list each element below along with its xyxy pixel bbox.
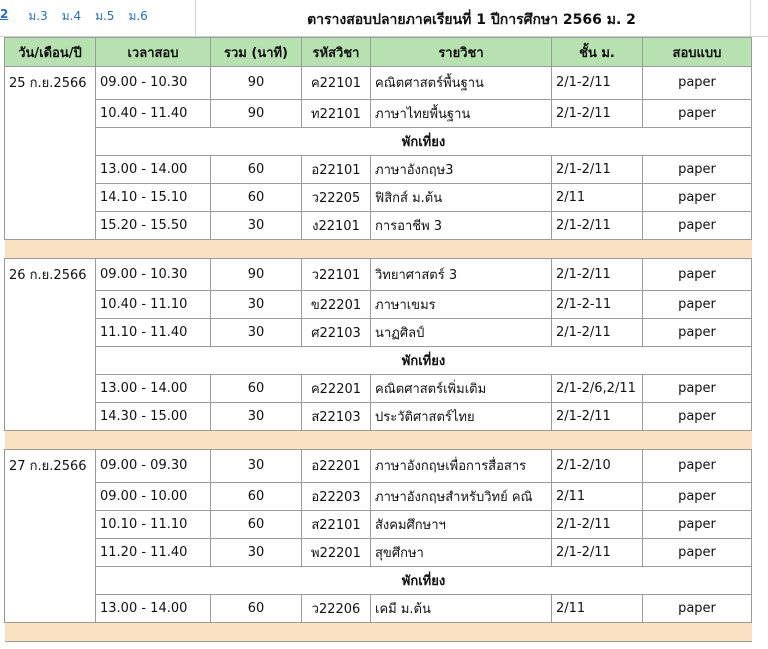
cell-class[interactable]: 2/1-2/11 [552, 258, 643, 291]
cell-code[interactable]: ง22101 [302, 211, 371, 239]
cell-minutes[interactable]: 90 [211, 67, 302, 100]
lunch-row [5, 347, 752, 375]
cell-minutes[interactable]: 90 [211, 258, 302, 291]
cell-time[interactable]: 09.00 - 10.00 [96, 482, 211, 510]
cell-subject[interactable]: เคมี ม.ต้น [371, 594, 552, 622]
page-title: ตารางสอบปลายภาคเรียนที่ 1 ปีการศึกษา 2566 ม. 2 [307, 12, 636, 28]
header-date: วัน/เดือน/ปี [5, 38, 96, 67]
cell-type[interactable]: paper [643, 99, 752, 127]
cell-date-empty[interactable] [5, 403, 96, 431]
cell-code[interactable]: ค22101 [302, 67, 371, 100]
cell-code[interactable]: อ22101 [302, 155, 371, 183]
cell-date-empty[interactable] [5, 155, 96, 183]
cell-type[interactable]: paper [643, 155, 752, 183]
cell-type[interactable]: paper [643, 319, 752, 347]
table-row [5, 538, 752, 566]
schedule-body [5, 67, 752, 642]
cell-time[interactable]: 13.00 - 14.00 [96, 594, 211, 622]
cell-type[interactable]: paper [643, 183, 752, 211]
cell-time[interactable]: 09.00 - 10.30 [96, 258, 211, 291]
cell-date-empty[interactable] [5, 347, 96, 375]
cell-time[interactable]: 14.30 - 15.00 [96, 403, 211, 431]
cell-class[interactable]: 2/1-2/11 [552, 211, 643, 239]
cell-date[interactable]: 26 ก.ย.2566 [5, 258, 96, 291]
header-subject: รายวิชา [371, 38, 552, 67]
cell-date-empty[interactable] [5, 99, 96, 127]
sheet-topbar [0, 0, 768, 37]
table-row [5, 183, 752, 211]
table-row [5, 67, 752, 100]
cell-date-empty[interactable] [5, 127, 96, 155]
cell-minutes[interactable]: 30 [211, 319, 302, 347]
day-separator [5, 622, 752, 641]
cell-class[interactable]: 2/11 [552, 183, 643, 211]
cell-time[interactable]: 10.40 - 11.40 [96, 99, 211, 127]
cell-minutes[interactable]: 90 [211, 99, 302, 127]
table-row [5, 403, 752, 431]
table-row [5, 258, 752, 291]
cell-type[interactable]: paper [643, 375, 752, 403]
table-row [5, 375, 752, 403]
header-row [5, 38, 752, 67]
table-row [5, 510, 752, 538]
sheet-tabs [0, 7, 148, 25]
cell-class[interactable]: 2/11 [552, 482, 643, 510]
cell-subject[interactable]: คณิตศาสตร์พื้นฐาน [371, 67, 552, 100]
table-row [5, 594, 752, 622]
cell-class[interactable]: 2/1-2/11 [552, 538, 643, 566]
header-time: เวลาสอบ [96, 38, 211, 67]
header-class: ชั้น ม. [552, 38, 643, 67]
cell-code[interactable]: ว22206 [302, 594, 371, 622]
tab-m5[interactable]: ม.5 [95, 9, 115, 23]
cell-type[interactable]: paper [643, 211, 752, 239]
cell-type[interactable]: paper [643, 403, 752, 431]
cell-class[interactable]: 2/1-2/10 [552, 450, 643, 483]
cell-type[interactable]: paper [643, 594, 752, 622]
table-row [5, 155, 752, 183]
cell-time[interactable]: 15.20 - 15.50 [96, 211, 211, 239]
cell-date-empty[interactable] [5, 375, 96, 403]
cell-code[interactable]: อ22201 [302, 450, 371, 483]
cell-time[interactable]: 14.10 - 15.10 [96, 183, 211, 211]
cell-subject[interactable]: คณิตศาสตร์เพิ่มเติม [371, 375, 552, 403]
cell-code[interactable]: พ22201 [302, 538, 371, 566]
tab-m3[interactable]: ม.3 [28, 9, 48, 23]
cell-date-empty[interactable] [5, 291, 96, 319]
cell-time[interactable]: 09.00 - 10.30 [96, 67, 211, 100]
cell-time[interactable]: 11.10 - 11.40 [96, 319, 211, 347]
cell-class[interactable]: 2/1-2/11 [552, 67, 643, 100]
cell-date-empty[interactable] [5, 183, 96, 211]
cell-code[interactable]: ข22201 [302, 291, 371, 319]
table-row [5, 211, 752, 239]
cell-type[interactable]: paper [643, 67, 752, 100]
cell-date[interactable]: 27 ก.ย.2566 [5, 450, 96, 483]
cell-code[interactable]: ส22101 [302, 510, 371, 538]
cell-time[interactable]: 13.00 - 14.00 [96, 155, 211, 183]
cell-subject[interactable]: ภาษาอังกฤษเพื่อการสื่อสาร [371, 450, 552, 483]
cell-subject[interactable]: ภาษาไทยพื้นฐาน [371, 99, 552, 127]
cell-code[interactable]: ว22101 [302, 258, 371, 291]
cell-minutes[interactable]: 30 [211, 538, 302, 566]
header-type: สอบแบบ [643, 38, 752, 67]
table-row [5, 319, 752, 347]
cell-time[interactable]: 09.00 - 09.30 [96, 450, 211, 483]
grid-divider [750, 0, 751, 36]
cell-time[interactable]: 13.00 - 14.00 [96, 375, 211, 403]
cell-lunch[interactable]: พักเที่ยง [96, 127, 752, 155]
tab-m6[interactable]: ม.6 [128, 9, 148, 23]
cell-time[interactable]: 10.10 - 11.10 [96, 510, 211, 538]
cell-subject[interactable]: ฟิสิกส์ ม.ต้น [371, 183, 552, 211]
cell-subject[interactable]: การอาชีพ 3 [371, 211, 552, 239]
cell-minutes[interactable]: 60 [211, 375, 302, 403]
day-separator [5, 239, 752, 258]
cell-date[interactable]: 25 ก.ย.2566 [5, 67, 96, 100]
cell-subject[interactable]: ประวัติศาสตร์ไทย [371, 403, 552, 431]
cell-code[interactable]: ส22103 [302, 403, 371, 431]
cell-subject[interactable]: ภาษาอังกฤษสำหรับวิทย์ คณิ [371, 482, 552, 510]
cell-time[interactable]: 10.40 - 11.10 [96, 291, 211, 319]
header-minutes: รวม (นาที) [211, 38, 302, 67]
cell-subject[interactable]: ภาษาเขมร [371, 291, 552, 319]
cell-class[interactable]: 2/1-2/11 [552, 403, 643, 431]
cell-code[interactable]: ค22201 [302, 375, 371, 403]
table-row [5, 99, 752, 127]
cell-class[interactable]: 2/1-2/11 [552, 99, 643, 127]
cell-class[interactable]: 2/1-2/11 [552, 155, 643, 183]
cell-minutes[interactable]: 60 [211, 482, 302, 510]
cell-class[interactable]: 2/1-2/11 [552, 319, 643, 347]
cell-class[interactable]: 2/11 [552, 594, 643, 622]
cell-class[interactable]: 2/1-2/6,2/11 [552, 375, 643, 403]
cell-subject[interactable]: ภาษาอังกฤษ3 [371, 155, 552, 183]
table-row [5, 291, 752, 319]
cell-minutes[interactable]: 30 [211, 403, 302, 431]
day-separator-row [5, 431, 752, 450]
tab-m2[interactable]: 2 [0, 7, 9, 21]
cell-date-empty[interactable] [5, 482, 96, 510]
cell-code[interactable]: ท22101 [302, 99, 371, 127]
cell-date-empty[interactable] [5, 510, 96, 538]
lunch-row [5, 566, 752, 594]
cell-class[interactable]: 2/1-2/11 [552, 510, 643, 538]
cell-minutes[interactable]: 30 [211, 450, 302, 483]
tab-m4[interactable]: ม.4 [61, 9, 82, 23]
cell-type[interactable]: paper [643, 450, 752, 483]
cell-subject[interactable]: สุขศึกษา [371, 538, 552, 566]
cell-type[interactable]: paper [643, 258, 752, 291]
cell-code[interactable]: อ22203 [302, 482, 371, 510]
day-separator-row [5, 239, 752, 258]
cell-date-empty[interactable] [5, 538, 96, 566]
cell-lunch[interactable]: พักเที่ยง [96, 566, 752, 594]
cell-type[interactable]: paper [643, 538, 752, 566]
cell-minutes[interactable]: 60 [211, 155, 302, 183]
cell-date-empty[interactable] [5, 566, 96, 594]
cell-minutes[interactable]: 60 [211, 510, 302, 538]
cell-time[interactable]: 11.20 - 11.40 [96, 538, 211, 566]
cell-date-empty[interactable] [5, 319, 96, 347]
cell-minutes[interactable]: 30 [211, 211, 302, 239]
header-code: รหัสวิชา [302, 38, 371, 67]
cell-type[interactable]: paper [643, 482, 752, 510]
cell-code[interactable]: ศ22103 [302, 319, 371, 347]
exam-schedule-table [4, 37, 752, 642]
cell-minutes[interactable]: 30 [211, 291, 302, 319]
cell-subject[interactable]: สังคมศึกษาฯ [371, 510, 552, 538]
day-separator [5, 431, 752, 450]
cell-date-empty[interactable] [5, 594, 96, 622]
cell-code[interactable]: ว22205 [302, 183, 371, 211]
table-row [5, 482, 752, 510]
cell-date-empty[interactable] [5, 211, 96, 239]
cell-minutes[interactable]: 60 [211, 183, 302, 211]
cell-subject[interactable]: วิทยาศาสตร์ 3 [371, 258, 552, 291]
cell-subject[interactable]: นาฏศิลป์ [371, 319, 552, 347]
table-row [5, 450, 752, 483]
cell-type[interactable]: paper [643, 510, 752, 538]
cell-minutes[interactable]: 60 [211, 594, 302, 622]
lunch-row [5, 127, 752, 155]
cell-type[interactable]: paper [643, 291, 752, 319]
day-separator-row [5, 622, 752, 641]
cell-lunch[interactable]: พักเที่ยง [96, 347, 752, 375]
cell-class[interactable]: 2/1-2-11 [552, 291, 643, 319]
